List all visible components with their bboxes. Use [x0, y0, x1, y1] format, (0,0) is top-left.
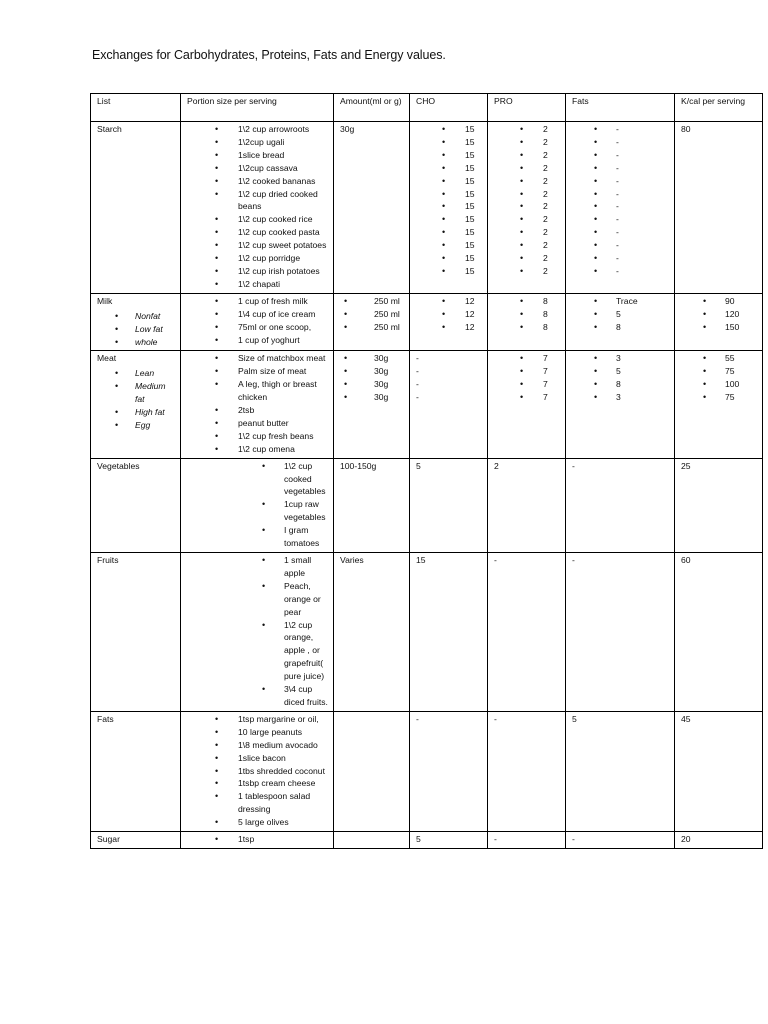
- list-item: • 15: [416, 200, 481, 213]
- list-item: • 10 large peanuts: [187, 726, 327, 739]
- list-item: • 1tsbp cream cheese: [187, 777, 327, 790]
- list-item: • 90: [681, 295, 756, 308]
- kcal-cell: 25: [675, 458, 763, 552]
- kcal-cell: 60: [675, 553, 763, 712]
- subtype-list: [97, 367, 174, 432]
- list-item: • 2: [494, 136, 559, 149]
- list-item: • 1tbs shredded coconut: [187, 765, 327, 778]
- list-item: • -: [572, 265, 668, 278]
- list-item: • 5: [572, 308, 668, 321]
- kcal-list: [681, 352, 756, 404]
- list-item: • 2: [494, 123, 559, 136]
- list-item: • High fat: [111, 406, 165, 419]
- header-pro: PRO: [488, 94, 566, 122]
- list-item: • -: [572, 252, 668, 265]
- list-item: • 1\2 cooked bananas: [187, 175, 327, 188]
- list-item: • 2: [494, 175, 559, 188]
- list-item: • Low fat: [111, 323, 165, 336]
- list-item: • -: [572, 149, 668, 162]
- list-item: • 15: [416, 175, 481, 188]
- list-item: • 2: [494, 162, 559, 175]
- list-item: • -: [572, 239, 668, 252]
- list-cell: Milk: [97, 295, 113, 306]
- list-item: • 30g: [340, 391, 404, 404]
- list-item: • 12: [416, 321, 481, 334]
- list-item: • Palm size of meat: [187, 365, 327, 378]
- list-item: • 250 ml: [340, 295, 404, 308]
- list-item: • Size of matchbox meat: [187, 352, 327, 365]
- table-row-sugar: [91, 832, 763, 849]
- list-item: • -: [572, 162, 668, 175]
- cho-cell: 5: [410, 458, 488, 552]
- list-cell: Fruits: [91, 553, 181, 712]
- list-item: -: [416, 379, 419, 390]
- list-item: • Lean: [111, 367, 165, 380]
- list-item: • Nonfat: [111, 310, 165, 323]
- portion-list: [187, 352, 327, 455]
- list-item: • 15: [416, 123, 481, 136]
- amount-list: [340, 295, 403, 334]
- list-item: • 15: [416, 149, 481, 162]
- portion-list: [187, 460, 327, 550]
- list-item: • -: [572, 136, 668, 149]
- list-cell: Fats: [91, 711, 181, 831]
- list-item: • 1\2cup cassava: [187, 162, 327, 175]
- list-item: • 15: [416, 252, 481, 265]
- list-item: • whole: [111, 336, 165, 349]
- list-item: • 7: [494, 378, 559, 391]
- list-item: • 1 tablespoon salad dressing: [187, 790, 327, 816]
- cho-cell: 15: [410, 553, 488, 712]
- list-item: • 2: [494, 265, 559, 278]
- list-item: • 1tsp margarine or oil,: [187, 713, 327, 726]
- list-item: • 2: [494, 252, 559, 265]
- list-item: • 1\2 cup irish potatoes: [187, 265, 327, 278]
- list-item: • 15: [416, 213, 481, 226]
- list-item: • 1 cup of fresh milk: [187, 295, 327, 308]
- list-item: • 2: [494, 200, 559, 213]
- list-item: • 1\2 cup porridge: [187, 252, 327, 265]
- list-item: • 5: [572, 365, 668, 378]
- cho-cell: 5: [410, 832, 488, 849]
- list-item: • 1\2 cup orange, apple , or grapefruit( pure juice): [187, 619, 334, 684]
- header-row: [91, 94, 763, 122]
- list-item: • 1\2 cup cooked pasta: [187, 226, 327, 239]
- header-fats: Fats: [566, 94, 675, 122]
- kcal-cell: 80: [675, 122, 763, 294]
- list-item: • 7: [494, 391, 559, 404]
- list-item: • 15: [416, 162, 481, 175]
- list-item: • 30g: [340, 352, 404, 365]
- header-list: List: [91, 94, 181, 122]
- list-item: • 1\8 medium avocado: [187, 739, 327, 752]
- header-cho: CHO: [410, 94, 488, 122]
- list-item: • 55: [681, 352, 756, 365]
- list-item: • 8: [572, 378, 668, 391]
- table-row-fats: [91, 711, 763, 831]
- cho-cell: -: [410, 711, 488, 831]
- list-item: • 8: [572, 321, 668, 334]
- fats-cell: -: [566, 553, 675, 712]
- list-item: • 8: [494, 321, 559, 334]
- list-item: • 2: [494, 213, 559, 226]
- list-item: • 1slice bread: [187, 149, 327, 162]
- list-item: • 8: [494, 295, 559, 308]
- cho-list: [416, 295, 481, 334]
- list-item: • 30g: [340, 365, 404, 378]
- portion-list: [187, 833, 327, 846]
- list-item: • 30g: [340, 378, 404, 391]
- list-item: • 1\2 cup dried cooked beans: [187, 188, 327, 214]
- list-item: • 1\2 cup arrowroots: [187, 123, 327, 136]
- pro-cell: -: [488, 832, 566, 849]
- pro-list: [494, 352, 559, 404]
- table-row-vegetables: [91, 458, 763, 552]
- list-item: • 15: [416, 136, 481, 149]
- list-item: • 75: [681, 365, 756, 378]
- list-item: • 1\2 cup cooked rice: [187, 213, 327, 226]
- list-item: • Trace: [572, 295, 668, 308]
- list-item: • 3\4 cup diced fruits.: [187, 683, 334, 709]
- pro-list: [494, 123, 559, 278]
- table-row-milk: [91, 293, 763, 351]
- list-item: -: [416, 392, 419, 403]
- fats-cell: -: [566, 458, 675, 552]
- list-item: • 1\2 cup omena: [187, 443, 327, 456]
- list-item: • 15: [416, 226, 481, 239]
- list-item: • Egg: [111, 419, 165, 432]
- list-item: • 250 ml: [340, 308, 404, 321]
- header-portion: Portion size per serving: [181, 94, 334, 122]
- list-item: • 7: [494, 352, 559, 365]
- list-cell: Meat: [97, 353, 117, 364]
- subtype-list: [97, 310, 174, 349]
- list-item: • Medium fat: [111, 380, 165, 406]
- list-item: • -: [572, 213, 668, 226]
- list-item: • -: [572, 226, 668, 239]
- header-kcal: K/cal per serving: [675, 94, 763, 122]
- fats-cell: -: [566, 832, 675, 849]
- list-item: • 150: [681, 321, 756, 334]
- list-item: • peanut butter: [187, 417, 327, 430]
- list-item: • I gram tomatoes: [187, 524, 334, 550]
- fats-cell: 5: [566, 711, 675, 831]
- header-amount: Amount(ml or g): [334, 94, 410, 122]
- list-item: • 15: [416, 188, 481, 201]
- pro-cell: 2: [488, 458, 566, 552]
- list-item: • A leg, thigh or breast chicken: [187, 378, 327, 404]
- list-item: -: [416, 366, 419, 377]
- list-item: • 1cup raw vegetables: [187, 498, 334, 524]
- table-row-starch: [91, 122, 763, 294]
- portion-list: [187, 713, 327, 829]
- list-item: • 1\4 cup of ice cream: [187, 308, 327, 321]
- list-item: • 2: [494, 149, 559, 162]
- amount-cell: 100-150g: [334, 458, 410, 552]
- list-item: • 1\2 chapati: [187, 278, 327, 291]
- list-item: -: [416, 353, 419, 364]
- pro-list: [494, 295, 559, 334]
- list-item: • 7: [494, 365, 559, 378]
- exchange-table: [90, 93, 763, 849]
- list-item: • 2: [494, 239, 559, 252]
- list-cell: Starch: [91, 122, 181, 294]
- list-cell: Vegetables: [91, 458, 181, 552]
- kcal-cell: 20: [675, 832, 763, 849]
- cho-list: [416, 352, 481, 404]
- list-item: • 12: [416, 295, 481, 308]
- list-item: • 1\2cup ugali: [187, 136, 327, 149]
- amount-cell: 30g: [334, 122, 410, 294]
- amount-list: [340, 352, 403, 404]
- page-title: Exchanges for Carbohydrates, Proteins, Fats and Energy values.: [92, 48, 446, 62]
- list-item: • 2: [494, 226, 559, 239]
- list-item: • 75ml or one scoop,: [187, 321, 327, 334]
- amount-cell: [334, 832, 410, 849]
- list-item: • -: [572, 200, 668, 213]
- amount-cell: Varies: [334, 553, 410, 712]
- portion-list: [187, 295, 327, 347]
- list-item: • 75: [681, 391, 756, 404]
- fats-list: [572, 295, 668, 334]
- list-item: • 1\2 cup fresh beans: [187, 430, 327, 443]
- list-item: • 100: [681, 378, 756, 391]
- list-item: • -: [572, 123, 668, 136]
- list-item: • 2: [494, 188, 559, 201]
- table-row-fruits: [91, 553, 763, 712]
- kcal-cell: 45: [675, 711, 763, 831]
- list-item: • 1tsp: [187, 833, 327, 846]
- list-item: • 1\2 cup sweet potatoes: [187, 239, 327, 252]
- list-item: • 1 small apple: [187, 554, 334, 580]
- list-item: • 15: [416, 265, 481, 278]
- portion-list: [187, 123, 327, 291]
- list-item: • 120: [681, 308, 756, 321]
- list-item: • Peach, orange or pear: [187, 580, 334, 619]
- list-item: • 3: [572, 352, 668, 365]
- cho-list: [416, 123, 481, 278]
- list-item: • 1\2 cup cooked vegetables: [187, 460, 334, 499]
- list-item: • 12: [416, 308, 481, 321]
- pro-cell: -: [488, 553, 566, 712]
- list-item: • 250 ml: [340, 321, 404, 334]
- list-item: • 1slice bacon: [187, 752, 327, 765]
- list-item: • 8: [494, 308, 559, 321]
- list-item: • 2tsb: [187, 404, 327, 417]
- list-cell: Sugar: [91, 832, 181, 849]
- list-item: • 3: [572, 391, 668, 404]
- amount-cell: [334, 711, 410, 831]
- pro-cell: -: [488, 711, 566, 831]
- kcal-list: [681, 295, 756, 334]
- fats-list: [572, 123, 668, 278]
- portion-list: [187, 554, 327, 709]
- list-item: • 1 cup of yoghurt: [187, 334, 327, 347]
- list-item: • -: [572, 188, 668, 201]
- list-item: • -: [572, 175, 668, 188]
- fats-list: [572, 352, 668, 404]
- list-item: • 15: [416, 239, 481, 252]
- list-item: • 5 large olives: [187, 816, 327, 829]
- table-row-meat: [91, 351, 763, 458]
